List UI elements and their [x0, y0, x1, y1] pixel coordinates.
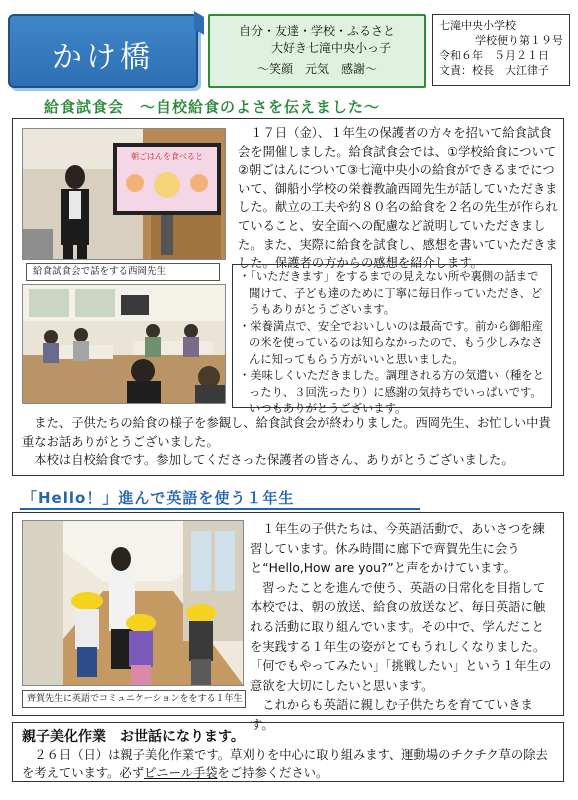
- photo-teacher-presenting-image: [23, 129, 226, 260]
- section-cleanup-body: [22, 746, 558, 782]
- section-english-title: 「Hello！」進んで英語を使う１年生: [22, 489, 295, 507]
- motto-line-1: 自分・友達・学校・ふるさと: [238, 24, 395, 38]
- school-motto-box: [208, 14, 426, 88]
- section-school-lunch-paragraph: １７日（金）、１年生の保護者の方々を招いて給食試食会を開催しました。給食試食会では、①学校給食について②朝ごはんについて③七滝中央小の給食ができるまでについて、御船小学校の栄養教諭西岡先生が話していただきました。献立の工夫や約８０名の給食を２名の先生が作られていること、安全面への配慮など説明していただきました。また、実際に給食を試食し、感想を書いていただきました。保護者の方からの感想を紹介します。: [238, 126, 558, 271]
- photo-teacher-caption: 給食試食会で話をする西岡先生: [26, 263, 220, 281]
- section-school-lunch-title: 給食試食会 〜自校給食のよさを伝えました〜: [44, 98, 381, 116]
- cleanup-text-after: をご持参ください。: [217, 766, 329, 780]
- motto-line-2: 大好き七滝中央小っ子: [270, 41, 391, 55]
- section-english-title-underline: [20, 508, 420, 510]
- closing-paragraph-1: また、子供たちの給食の様子を参観し、給食試食会が終わりました。西岡先生、お忙しい中貴重なお話ありがとうございました。: [22, 416, 551, 449]
- newsletter-title: かけ橋: [52, 40, 154, 75]
- photo-children-hallway: [22, 520, 244, 686]
- parent-comment: ・美味しくいただきました。調理される方の気遣い（種をとったり、３回洗ったり）に感謝の気持ちでいっぱいです。いつもありがとうございます。: [239, 369, 545, 415]
- newsletter-logo-box: [8, 14, 198, 88]
- photo-parents-tasting-image: [23, 285, 226, 404]
- parent-comment: ・栄養満点で、安全でおいしいのは最高です。前から御船産の米を使っているのは知らなかったので、もう少しみなさんに知ってもらう方がいいと思いました。: [239, 319, 543, 366]
- school-name: 七滝中央小学校: [439, 19, 516, 32]
- english-paragraph-3: これからも英語に親しむ子供たちを育てていきます。: [250, 698, 533, 732]
- photo-teacher-presenting: [22, 128, 226, 260]
- section-english-body: [250, 520, 556, 736]
- photo-parents-tasting: [22, 284, 226, 404]
- photo-children-hallway-image: [23, 521, 244, 686]
- issue-date: 令和６年 ５月２１日: [439, 49, 549, 62]
- slide-caption-text: 朝ごはんを食べると: [131, 152, 203, 161]
- photo-children-caption: 齊賀先生に英語でコミュニケーションををする１年生: [22, 690, 246, 708]
- section-cleanup-title: 親子美化作業 お世話になります。: [22, 729, 245, 745]
- parent-comment: ・「いただきます」をするまでの見えない所や裏側の話まで聞けて、子ども達のために丁寧に毎日作っていただき、どうもありがとうございます。: [239, 270, 543, 316]
- parent-comments-box: [232, 264, 552, 415]
- issue-info-box: [432, 14, 570, 86]
- issue-number: 学校便り第１９号: [475, 34, 563, 47]
- english-paragraph-2: 習ったことを進んで使う、英語の日常化を目指して本校では、朝の放送、給食の放送など、毎日英語に触れる活動に取り組んでいます。その中で、学んだことを実践する１年生の姿がとてもうれしくなりました。「何でもやってみたい」「挑戦したい」という１年生の意欲を大切にしたいと思います。: [250, 580, 552, 693]
- issue-author: 文責：校長 大江律子: [439, 64, 549, 77]
- cleanup-text-before: ２６日（日）は親子美化作業です。草刈りを中心に取り組みます、運動場のチクチク草の除去を考えています。必ず: [22, 748, 548, 780]
- section-school-lunch-closing: [22, 414, 556, 470]
- english-paragraph-1: １年生の子供たちは、今英語活動で、あいさつを練習しています。休み時間に廊下で齊賀先生に会うと“Hello,How are you?”と声をかけています。: [250, 522, 545, 576]
- cleanup-text-gloves: ビニール手袋: [144, 766, 218, 780]
- motto-line-3: 〜笑顔 元気 感謝〜: [256, 62, 377, 76]
- closing-paragraph-2: 本校は自校給食です。参加してくださった保護者の皆さん、ありがとうございました。: [34, 453, 514, 468]
